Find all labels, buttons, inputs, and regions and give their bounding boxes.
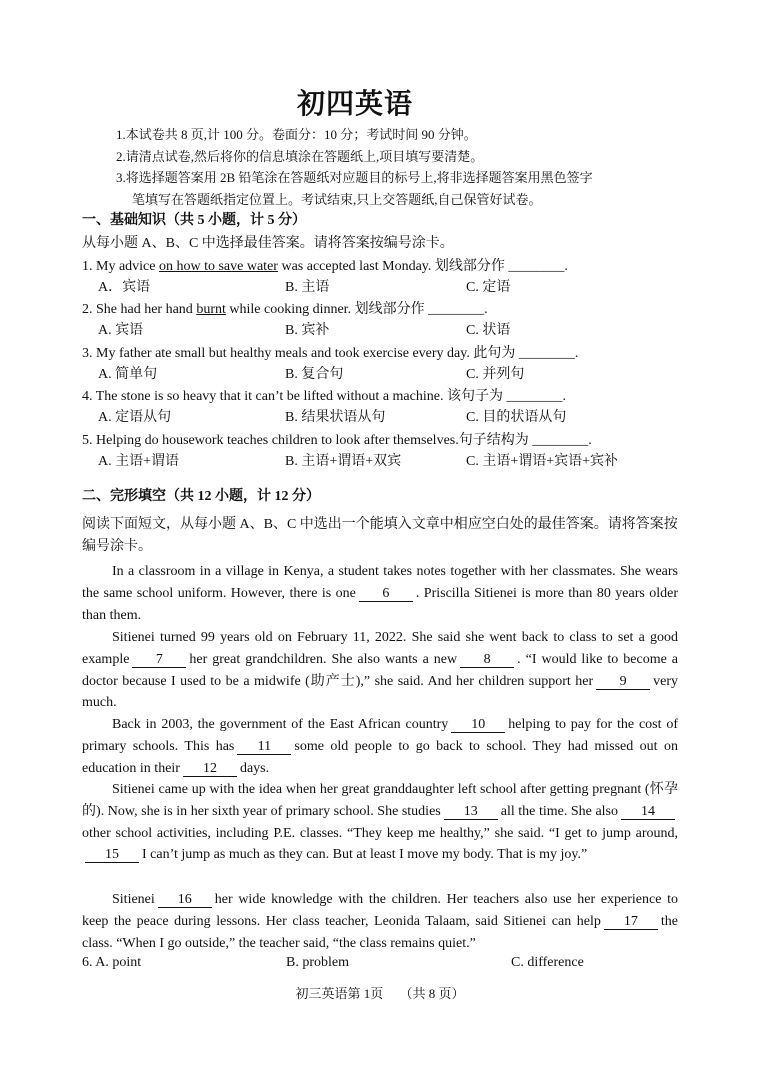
option-b[interactable]: B. 结果状语从句: [285, 410, 386, 425]
option-b[interactable]: B. 主语: [285, 280, 330, 295]
option-a[interactable]: A. 定语从句: [98, 410, 172, 425]
option-a[interactable]: A. 简单句: [98, 367, 158, 382]
question-1: 1. My advice on how to save water was accepted last Monday. 划线部分作 ________.: [82, 259, 568, 274]
section-1-heading: 一、基础知识（共 5 小题，计 5 分）: [82, 213, 306, 228]
note-3-continued: 笔填写在答题纸指定位置上。考试结束,只上交答题纸,自己保管好试卷。: [132, 191, 542, 207]
blank-8[interactable]: 8: [460, 652, 514, 668]
question-3: 3. My father ate small but healthy meals and took exercise every day. 此句为 ________.: [82, 346, 579, 361]
option-c[interactable]: C. 并列句: [466, 367, 525, 382]
note-2: 2.请清点试卷,然后将你的信息填涂在答题纸上,项目填写要清楚。: [116, 148, 484, 164]
question-5-options: [98, 450, 678, 470]
option-b[interactable]: B. 主语+谓语+双宾: [285, 454, 402, 469]
question-2-options: [98, 319, 678, 339]
blank-7[interactable]: 7: [132, 652, 186, 668]
option-a[interactable]: A. 主语+谓语: [98, 454, 180, 469]
passage-paragraph-5: Sitienei 16 her wide knowledge with the children. Her teachers also use her experience to keep the peace during lessons. Her class teacher, Leonida Talaam, said Sitienei can help 17 the class. “When I go outside,” the teacher said, “the class remains quiet.”: [82, 892, 678, 951]
option-a[interactable]: A．宾语: [98, 280, 151, 295]
page-title: 初四英语: [296, 87, 413, 120]
question-4-options: [98, 406, 678, 426]
blank-11[interactable]: 11: [237, 739, 291, 755]
note-3: 3.将选择题答案用 2B 铅笔涂在答题纸对应题目的标号上,将非选择题答案用黑色签字: [116, 170, 593, 185]
exam-notes: [116, 124, 696, 210]
question-6-options: [82, 955, 662, 975]
passage-paragraph-2: Sitienei turned 99 years old on February 11, 2022. She said she went back to class to set a good example 7 her great grandchildren. She also wants a new 8 . “I would like to become a doctor because I used to be a midwife (助产士),” she said. And her children support her 9 very much.: [82, 630, 678, 711]
blank-15[interactable]: 15: [85, 847, 139, 863]
blank-17[interactable]: 17: [604, 914, 658, 930]
section-1-instruction: 从每小题 A、B、C 中选择最佳答案。请将答案按编号涂卡。: [82, 236, 454, 251]
question-2: 2. She had her hand burnt while cooking dinner. 划线部分作 ________.: [82, 302, 488, 317]
option-c[interactable]: C. difference: [511, 955, 584, 970]
section-2-heading: 二、完形填空（共 12 小题，计 12 分）: [82, 489, 320, 504]
blank-13[interactable]: 13: [444, 804, 498, 820]
question-1-options: [98, 276, 678, 296]
option-b[interactable]: B. problem: [286, 955, 349, 970]
blank-14[interactable]: 14: [621, 804, 675, 820]
option-a[interactable]: 6. A. point: [82, 955, 142, 970]
page-footer: 初三英语第 1页 （共 8 页）: [295, 986, 465, 1001]
blank-12[interactable]: 12: [183, 761, 237, 777]
underlined-phrase: burnt: [196, 302, 226, 317]
section-2-instruction: 阅读下面短文，从每小题 A、B、C 中选出一个能填入文章中相应空白处的最佳答案。请将答案按编号涂卡。: [82, 517, 678, 554]
option-a[interactable]: A. 宾语: [98, 323, 144, 338]
option-b[interactable]: B. 宾补: [285, 323, 330, 338]
underlined-phrase: on how to save water: [158, 259, 278, 274]
blank-6[interactable]: 6: [359, 586, 413, 602]
blank-16[interactable]: 16: [158, 892, 212, 908]
blank-10[interactable]: 10: [451, 717, 505, 733]
passage-paragraph-4: Sitienei came up with the idea when her great granddaughter left school after getting pregnant (怀孕的). Now, she is in her sixth year of primary school. She studies 13 all the time. She also 14other school activities, including P.E. classes. “They keep me healthy,” she said. “I get to jump around,15 I can’t jump as much as they can. But at least I move my body. That is my joy.”: [82, 782, 678, 863]
question-3-options: [98, 363, 678, 383]
option-b[interactable]: B. 复合句: [285, 367, 344, 382]
blank-9[interactable]: 9: [596, 674, 650, 690]
option-c[interactable]: C. 状语: [466, 323, 511, 338]
question-4: 4. The stone is so heavy that it can’t be lifted without a machine. 该句子为 ________.: [82, 389, 566, 404]
passage-paragraph-1: In a classroom in a village in Kenya, a student takes notes together with her classmates. She wears the same school uniform. However, there is one 6 . Priscilla Sitienei is more than 80 years older than them.: [82, 564, 679, 623]
passage-paragraph-3: Back in 2003, the government of the East African country 10 helping to pay for the cost of primary schools. This has 11 some old people to go back to school. They had missed out on education in their 12 days.: [82, 717, 678, 776]
option-c[interactable]: C. 定语: [466, 280, 511, 295]
question-5: 5. Helping do housework teaches children to look after themselves.句子结构为 ________.: [82, 433, 592, 448]
note-1: 1.本试卷共 8 页,计 100 分。卷面分：10 分；考试时间 90 分钟。: [116, 127, 477, 142]
option-c[interactable]: C. 目的状语从句: [466, 410, 567, 425]
option-c[interactable]: C. 主语+谓语+宾语+宾补: [466, 454, 619, 469]
